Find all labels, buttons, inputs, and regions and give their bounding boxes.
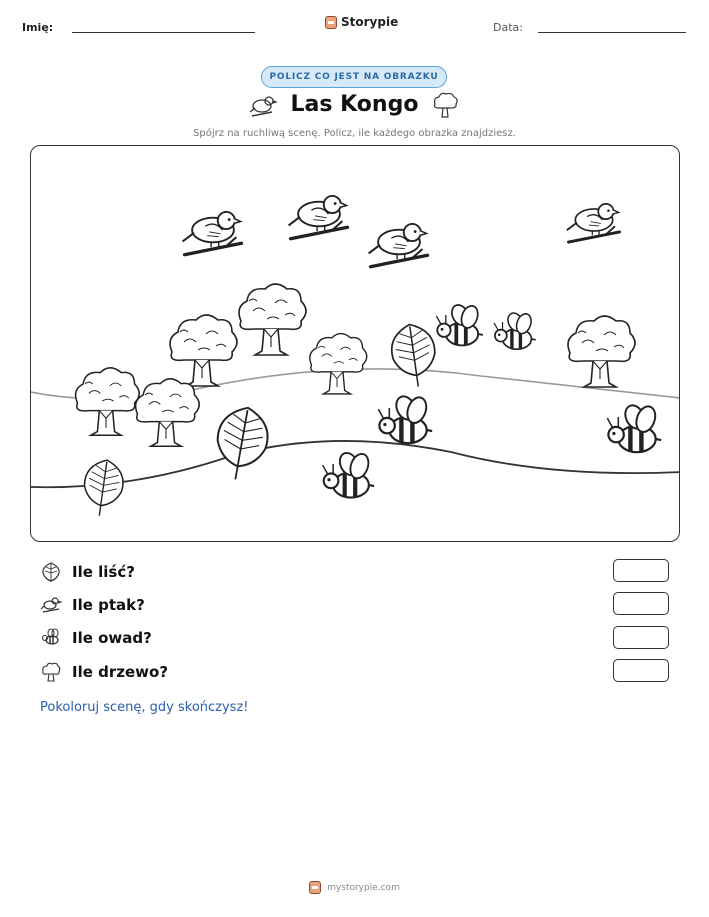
instruction-badge: POLICZ CO JEST NA OBRAZKU	[261, 66, 447, 88]
storypie-footer-icon	[309, 881, 321, 894]
tree-5	[76, 368, 140, 435]
name-label: Imię:	[22, 21, 54, 34]
bird-1	[183, 212, 242, 255]
bee-4	[607, 402, 661, 452]
leaf-1	[388, 322, 439, 390]
bee-5	[323, 450, 374, 498]
question-bird-text: Ile ptak?	[72, 596, 145, 614]
question-leaf	[40, 561, 135, 583]
leaf-2	[211, 404, 272, 484]
title-tree-icon	[430, 90, 460, 120]
question-tree-text: Ile drzewo?	[72, 663, 169, 681]
question-leaf-text: Ile liść?	[72, 563, 135, 581]
page-title: Las Kongo	[290, 92, 419, 117]
bird-3	[369, 224, 428, 267]
tree-3	[310, 334, 367, 394]
brand-logo	[325, 15, 398, 29]
bee-icon	[40, 627, 62, 649]
page-subtitle: Spójrz na ruchliwą scenę. Policz, ile każdego obrazka znajdziesz.	[193, 128, 516, 139]
coloring-note: Pokoloruj scenę, gdy skończysz!	[40, 700, 249, 715]
date-label: Data:	[493, 21, 523, 34]
answer-box-bird[interactable]	[613, 592, 669, 615]
tree-6	[136, 379, 200, 446]
bird-icon	[40, 594, 62, 616]
footer	[0, 881, 709, 894]
question-bird	[40, 594, 145, 616]
bee-3	[378, 393, 432, 443]
question-insect	[40, 627, 152, 649]
answer-box-insect[interactable]	[613, 626, 669, 649]
leaf-3	[80, 457, 126, 518]
counting-scene	[30, 145, 680, 542]
storypie-logo-icon	[325, 16, 337, 29]
bee-2	[494, 311, 536, 350]
bird-2	[289, 196, 348, 239]
bee-1	[436, 302, 483, 345]
date-line[interactable]	[538, 32, 686, 33]
question-insect-text: Ile owad?	[72, 629, 152, 647]
tree-4	[568, 316, 635, 387]
leaf-icon	[40, 561, 62, 583]
tree-2	[170, 315, 237, 386]
answer-box-tree[interactable]	[613, 659, 669, 682]
answer-box-leaf[interactable]	[613, 559, 669, 582]
question-tree	[40, 661, 168, 683]
brand-name: Storypie	[341, 15, 399, 29]
tree-icon	[40, 661, 62, 683]
bird-4	[567, 204, 620, 242]
tree-1	[239, 284, 306, 355]
footer-url[interactable]: mystorypie.com	[327, 882, 400, 893]
name-line[interactable]	[72, 32, 255, 33]
